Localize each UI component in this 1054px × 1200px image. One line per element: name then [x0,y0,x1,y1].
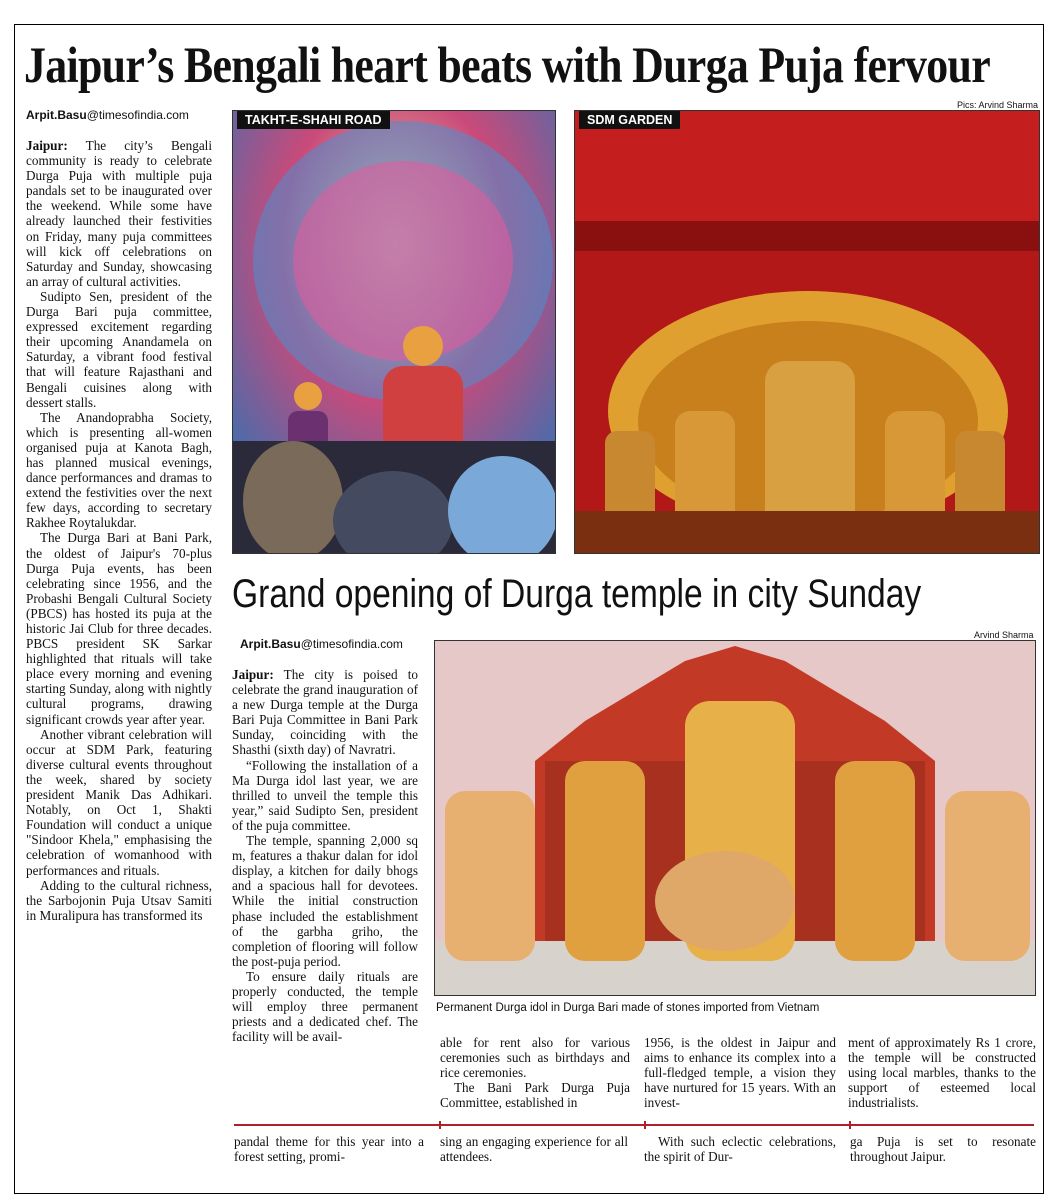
story2-column-2 [440,1035,630,1110]
main-headline: Jaipur’s Bengali heart beats with Durga Puja fervour [24,38,991,94]
story1-cont-a: pandal theme for this year into a forest setting, promi- [234,1134,424,1165]
section-rule [234,1124,1034,1126]
photo-caption: Permanent Durga idol in Durga Bari made of stones imported from Vietnam [436,1002,820,1014]
byline-email: @timesofindia.com [86,108,189,122]
photo-credit-2: Arvind Sharma [974,630,1034,640]
dateline: Jaipur: [232,667,274,682]
photo-tag: TAKHT-E-SHAHI ROAD [237,111,390,129]
durga-idol-red-pandal-photo-icon [575,111,1040,554]
story1-cont-d: ga Puja is set to resonate throughout Jaipur. [850,1134,1036,1165]
story2-para: The temple, spanning 2,000 sq m, features a thakur dalan for idol display, a kitchen for daily bhogs and a spacious hall for devotees. While the initial construction phase included the establishment of the garbha griho, the completion of flooring will follow the post-puja period. [232,833,418,969]
byline-email: @timesofindia.com [300,637,403,651]
story2-column-4 [848,1035,1036,1110]
story1-para: Another vibrant celebration will occur at SDM Park, featuring diverse cultural events throughout the week, shared by society president Manik Das Adhikari. Notably, on Oct 1, Shakti Foundation will conduct a unique "Sindoor Khela," emphasising the celebration of womanhood with performances and rituals. [26,726,212,878]
byline-name: Arpit.Basu [26,108,87,122]
story2-column [232,667,418,1044]
photo-takht-e-shahi [232,110,556,554]
byline-name: Arpit.Basu [240,637,301,651]
story2-column-3 [644,1035,836,1110]
story1-para: The Durga Bari at Bani Park, the oldest of Jaipur's 70-plus Durga Puja events, has been celebrating since 1956, and the Probashi Bengali Cultural Society (PBCS) has hosted its puja at the historic Jai Club for three decades. PBCS president SK Sarkar highlighted that rituals will take place every morning and evening starting Sunday, along with nightly cultural programs, drawing significant crowds year after year. [26,530,212,727]
story1-para: The Anandoprabha Society, which is presenting all-women organised puja at Kanota Bagh, has planned musical evenings, dance performances and dramas to extend the festivities over the next few days, according to secretary Rakhee Roytalukdar. [26,409,212,531]
durga-idol-pandal-photo-icon [233,111,556,554]
photo-credit: Pics: Arvind Sharma [956,100,1038,110]
byline-story1 [26,108,189,122]
story2-para: “Following the installation of a Ma Durga idol last year, we are thrilled to unveil the temple this year,” said Sudipto Sen, president of the puja committee. [232,757,418,833]
story1-para: Adding to the cultural richness, the Sarbojonin Puja Utsav Samiti in Muralipura has transformed its [26,877,212,923]
secondary-headline: Grand opening of Durga temple in city Sunday [232,572,922,616]
photo-sdm-garden [574,110,1040,554]
byline-story2 [240,637,403,651]
story1-para: Sudipto Sen, president of the Durga Bari puja committee, expressed excitement regarding their upcoming Anandamela on Saturday, a vibrant food festival that will feature Rajasthani and Bengali cuisines along with dessert stalls. [26,288,212,410]
story2-para: The Bani Park Durga Puja Committee, established in [440,1080,630,1111]
durga-temple-idol-photo-icon [435,641,1036,996]
story2-para: To ensure daily rituals are properly conducted, the temple will employ three permanent priests and a dedicated chef. The facility will be avail- [232,968,418,1045]
story2-para: ment of approximately Rs 1 crore, the temple will be constructed using local marbles, thanks to the support of esteemed local industrialists. [848,1035,1036,1111]
story2-para: 1956, is the oldest in Jaipur and aims to enhance its complex into a full-fledged temple, a vision they have nurtured for 15 years. With an invest- [644,1035,836,1111]
story1-column [26,138,212,923]
story1-para: Jaipur: The city’s Bengali community is ready to celebrate Durga Puja with multiple puja pandals set to be inaugurated over the weekend. While some have already launched their festivities on Friday, many puja committees will kick off celebrations on Saturday and Sunday, showcasing an array of cultural activities. [26,138,212,289]
story1-cont-c: With such eclectic celebrations, the spirit of Dur- [644,1134,836,1165]
story2-para: Jaipur: The city is poised to celebrate the grand inauguration of a new Durga temple at the Durga Bari Puja Committee in Bani Park Sunday, coinciding with the Shasthi (sixth day) of Navratri. [232,667,418,758]
photo-tag: SDM GARDEN [579,111,680,129]
dateline: Jaipur: [26,138,68,153]
story2-para: able for rent also for various ceremonies such as birthdays and rice ceremonies. [440,1035,630,1081]
photo-durga-temple [434,640,1036,996]
story1-cont-b: sing an engaging experience for all attendees. [440,1134,628,1165]
